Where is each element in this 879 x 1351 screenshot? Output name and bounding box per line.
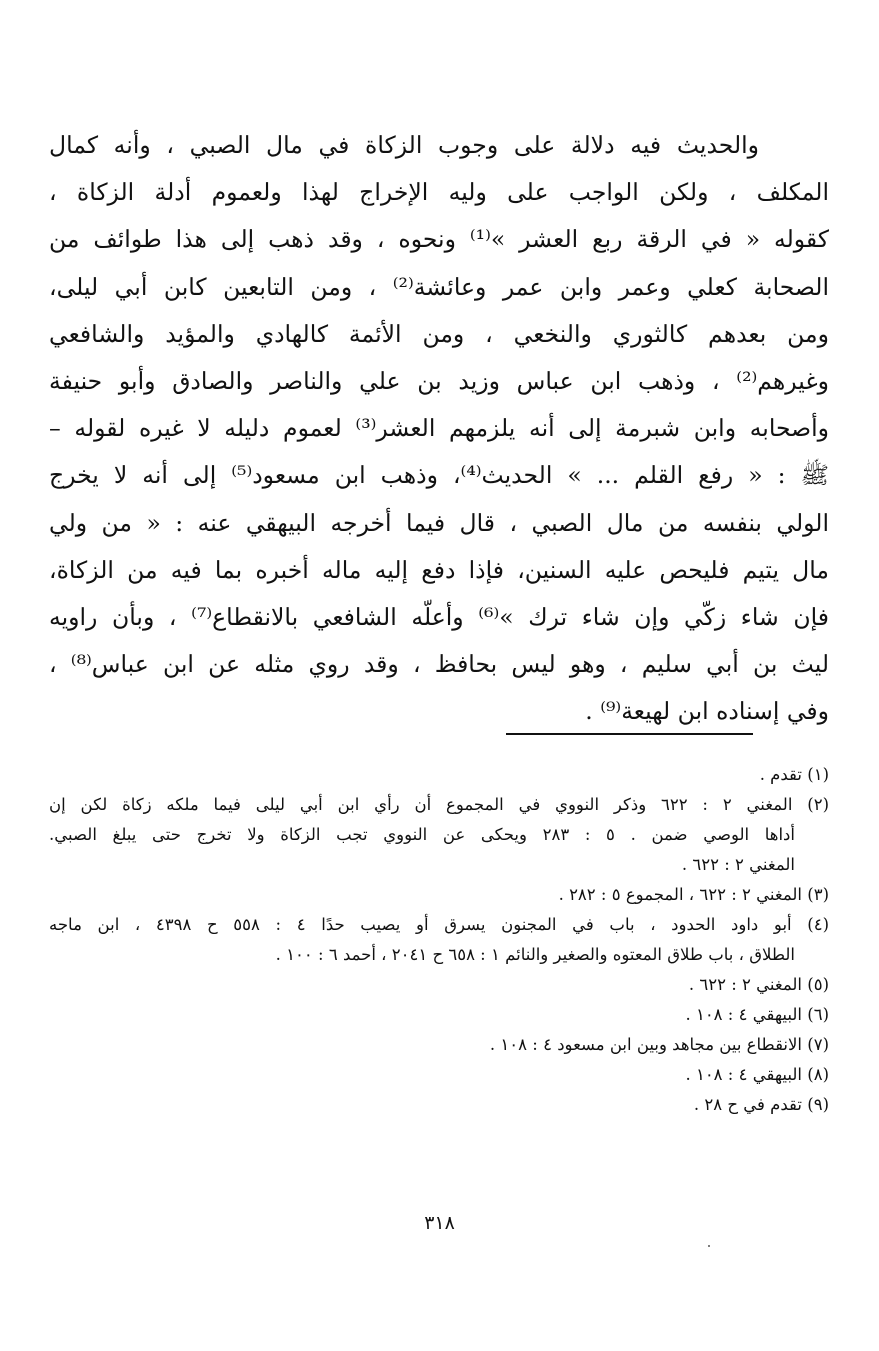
footnote-item: (٨) البيهقي ٤ : ١٠٨ . [685, 1065, 829, 1084]
text-line: ليث بن أبي سليم ، وهو ليس بحافظ ، وقد روي مثله عن ابن عباس⁽⁸⁾ ، [49, 650, 829, 679]
footnote-item: (٤) أبو داود الحدود ، باب في المجنون يسرق أو يصيب حدًا ٤ : ٥٥٨ ح ٤٣٩٨ ، ابن ماجه [49, 915, 829, 934]
text-line: فإن شاء زكّي وإن شاء ترك »⁽⁶⁾ وأعلّه الشافعي بالانقطاع⁽⁷⁾ ، وبأن راويه [49, 602, 829, 631]
text-line: ومن بعدهم كالثوري والنخعي ، ومن الأئمة كالهادي والمؤيد والشافعي [49, 319, 829, 348]
text-line: وأصحابه وابن شبرمة إلى أنه يلزمهم العشر⁽³⁾ لعموم دليله لا غيره لقوله – [49, 414, 829, 443]
footnote-continuation: المغني ٢ : ٦٢٢ . [681, 855, 795, 874]
footnote-continuation: أداها الوصي ضمن . ٥ : ٢٨٣ ويحكى عن النووي تجب الزكاة ولا تخرج حتى يبلغ الصبي. [49, 825, 795, 844]
scan-speck [708, 1245, 710, 1247]
text-line: كقوله « في الرقة ربع العشر »⁽¹⁾ ونحوه ، وقد ذهب إلى هذا طوائف من [49, 225, 829, 254]
footnote-item: (٩) تقدم في ح ٢٨ . [693, 1095, 829, 1114]
text-line: وغيرهم⁽²⁾ ، وذهب ابن عباس وزيد بن علي والناصر والصادق وأبو حنيفة [49, 366, 829, 395]
main-text [49, 122, 829, 735]
text-line: الصحابة كعلي وعمر وابن عمر وعائشة⁽²⁾ ، ومن التابعين كابن أبي ليلى، [49, 272, 829, 301]
footnote-item: (٧) الانقطاع بين مجاهد وبين ابن مسعود ٤ : ١٠٨ . [489, 1035, 829, 1054]
footnote-item: (٥) المغني ٢ : ٦٢٢ . [688, 975, 829, 994]
footnote-continuation: الطلاق ، باب طلاق المعتوه والصغير والنائم ١ : ٦٥٨ ح ٢٠٤١ ، أحمد ٦ : ١٠٠ . [275, 945, 795, 964]
footnote-item: (١) تقدم . [759, 765, 829, 784]
text-line: مال يتيم فليحص عليه السنين، فإذا دفع إليه ماله أخبره بما فيه من الزكاة، [49, 555, 829, 584]
text-line: وفي إسناده ابن لهيعة⁽⁹⁾ . [585, 697, 829, 726]
footnote-separator [506, 733, 753, 735]
footnote-item: (٢) المغني ٢ : ٦٢٢ وذكر النووي في المجموع أن رأي ابن أبي ليلى فيما ملكه زكاة لكن إن [49, 795, 829, 814]
text-line: والحديث فيه دلالة على وجوب الزكاة في مال الصبي ، وأنه كمال [49, 131, 759, 159]
text-line: الولي بنفسه من مال الصبي ، قال فيما أخرجه البيهقي عنه : « من ولي [49, 508, 829, 537]
footnotes [49, 760, 829, 1120]
footnote-item: (٣) المغني ٢ : ٦٢٢ ، المجموع ٥ : ٢٨٢ . [558, 885, 829, 904]
text-line: ﷺ : « رفع القلم ... » الحديث⁽⁴⁾، وذهب ابن مسعود⁽⁵⁾ إلى أنه لا يخرج [49, 461, 829, 490]
text-line: المكلف ، ولكن الواجب على وليه الإخراج لهذا ولعموم أدلة الزكاة ، [49, 178, 829, 207]
footnote-item: (٦) البيهقي ٤ : ١٠٨ . [685, 1005, 829, 1024]
page-number: ٣١٨ [424, 1212, 455, 1234]
